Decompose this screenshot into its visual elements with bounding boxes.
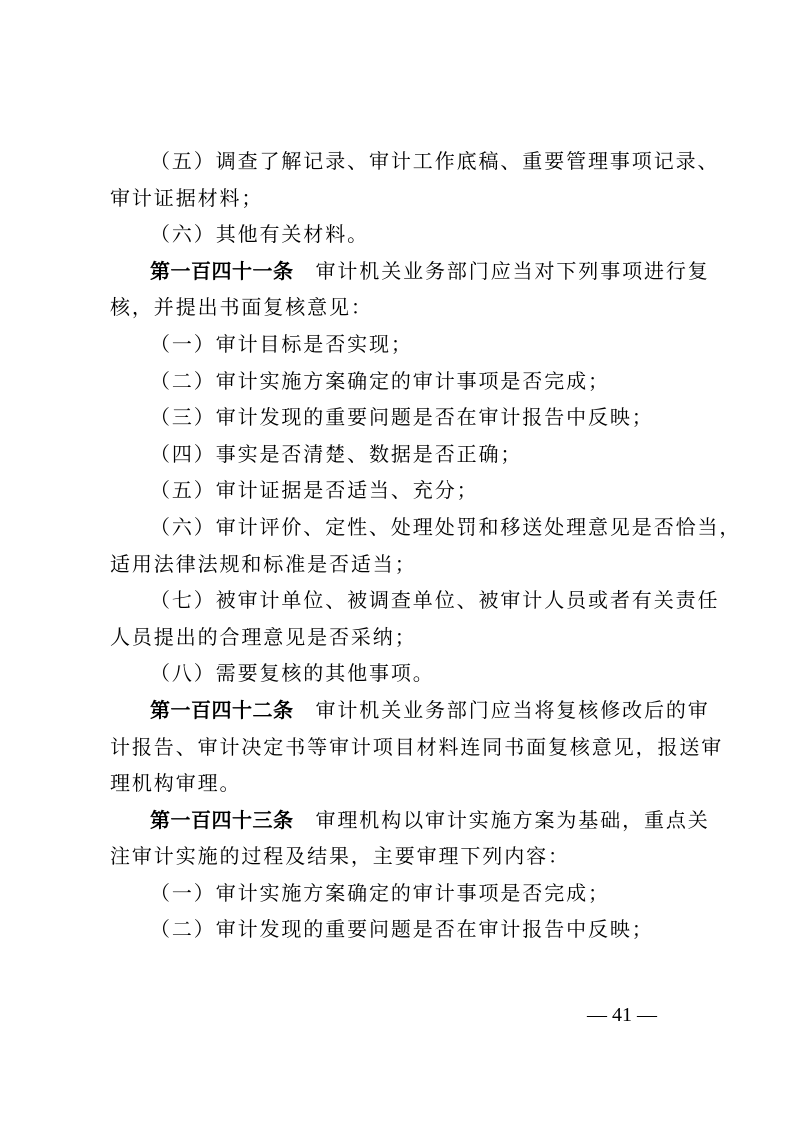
paragraph-continuation-line: 人员提出的合理意见是否采纳； [110, 624, 417, 649]
paragraph-line: （五）审计证据是否适当、充分； [150, 478, 479, 503]
article-text: 审理机构以审计实施方案为基础，重点关 [315, 807, 710, 832]
paragraph-line: （四）事实是否清楚、数据是否正确； [150, 441, 523, 466]
page-number: — 41 — [587, 1004, 657, 1026]
paragraph-continuation-line: 注审计实施的过程及结果，主要审理下列内容： [110, 844, 570, 869]
paragraph-line: （六）审计评价、定性、处理处罚和移送处理意见是否恰当， [150, 514, 742, 539]
paragraph-line: （五）调查了解记录、审计工作底稿、重要管理事项记录、 [150, 149, 720, 173]
paragraph-line: （七）被审计单位、被调查单位、被审计人员或者有关责任 [150, 588, 720, 613]
article-number: 第一百四十三条 [150, 807, 294, 832]
paragraph-line: （三）审计发现的重要问题是否在审计报告中反映； [150, 405, 654, 430]
article-text: 审计机关业务部门应当将复核修改后的审 [315, 697, 710, 722]
article-number: 第一百四十一条 [150, 258, 294, 283]
article-line [110, 692, 710, 729]
article-line [110, 802, 710, 839]
paragraph-continuation-line: 审计证据材料； [110, 185, 264, 210]
article-line [110, 253, 710, 290]
paragraph-line: （八）需要复核的其他事项。 [150, 661, 435, 686]
paragraph-line: （二）审计实施方案确定的审计事项是否完成； [150, 368, 610, 393]
paragraph-line: （一）审计目标是否实现； [150, 331, 413, 356]
paragraph-continuation-line: 核，并提出书面复核意见： [110, 295, 373, 320]
paragraph-continuation-line: 适用法律法规和标准是否适当； [110, 551, 417, 576]
article-number: 第一百四十二条 [150, 697, 294, 722]
paragraph-continuation-line: 理机构审理。 [110, 771, 242, 796]
document-body [110, 143, 742, 948]
paragraph-line: （二）审计发现的重要问题是否在审计报告中反映； [150, 917, 654, 942]
paragraph-continuation-line: 计报告、审计决定书等审计项目材料连同书面复核意见，报送审 [110, 734, 724, 759]
paragraph-line: （六）其他有关材料。 [150, 222, 369, 247]
article-text: 审计机关业务部门应当对下列事项进行复 [315, 258, 710, 283]
paragraph-line: （一）审计实施方案确定的审计事项是否完成； [150, 880, 610, 905]
